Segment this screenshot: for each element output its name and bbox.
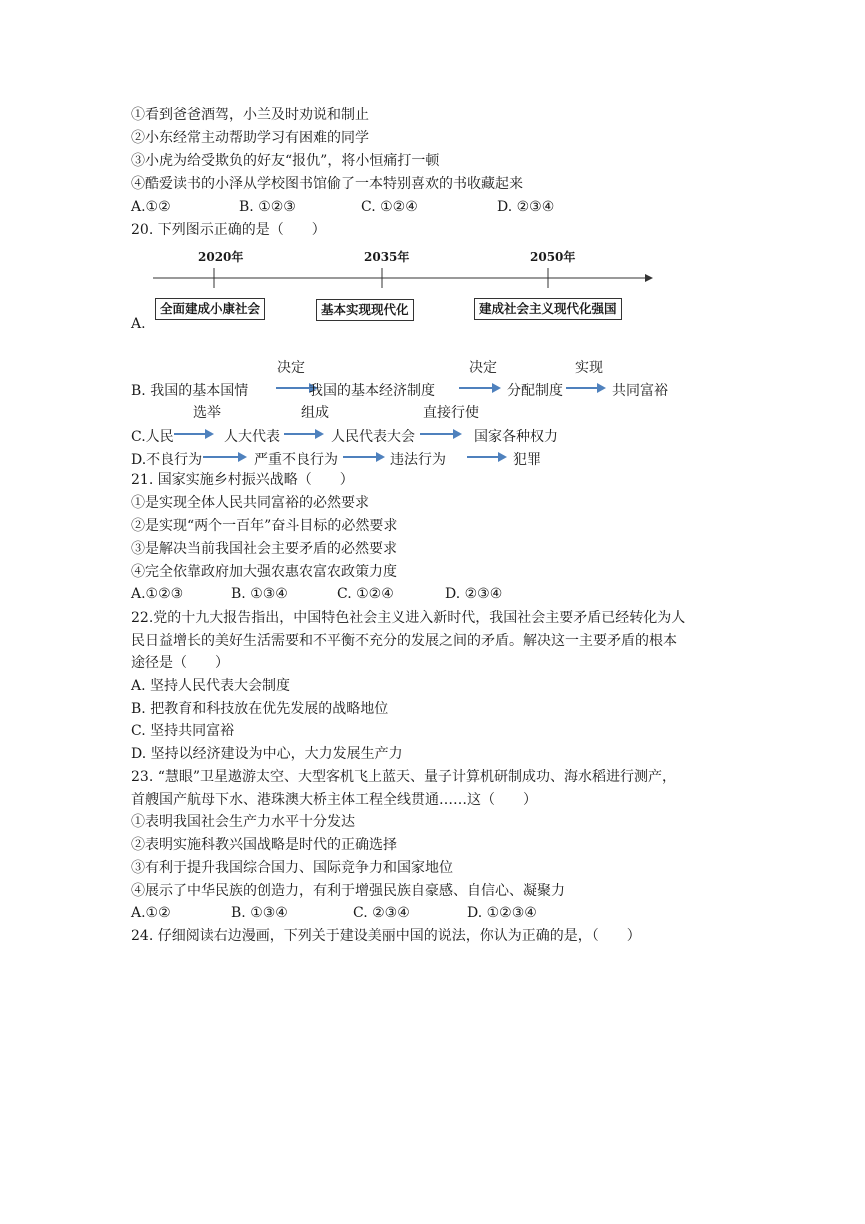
d-node-3: 违法行为 xyxy=(390,452,446,468)
b-arrow-2 xyxy=(459,383,501,393)
q23-stem-line-1: 23. “慧眼”卫星遨游太空、大型客机飞上蓝天、量子计算机研制成功、海水稻进行测产， xyxy=(131,769,677,785)
q21-item-2: ②是实现“两个一百年”奋斗目标的必然要求 xyxy=(131,518,398,534)
d-node-2: 严重不良行为 xyxy=(254,452,338,468)
q21-item-1: ①是实现全体人民共同富裕的必然要求 xyxy=(131,495,369,511)
c-arrow-3 xyxy=(420,429,462,439)
b-node-3: 分配制度 xyxy=(507,383,563,399)
q23-item-1: ①表明我国社会生产力水平十分发达 xyxy=(131,814,355,830)
timeline-year-2050: 2050年 xyxy=(530,250,576,264)
q21-item-3: ③是解决当前我国社会主要矛盾的必然要求 xyxy=(131,541,397,557)
q21-stem: 21. 国家实施乡村振兴战略（ ） xyxy=(131,472,354,488)
timeline-year-2020: 2020年 xyxy=(198,250,244,264)
q19-item-4: ④酷爱读书的小泽从学校图书馆偷了一本特别喜欢的书收藏起来 xyxy=(131,176,523,192)
c-arrow-label-3: 直接行使 xyxy=(423,405,479,421)
c-node-3: 人民代表大会 xyxy=(331,429,415,445)
d-node-1: D.不良行为 xyxy=(131,452,203,468)
d-arrow-3 xyxy=(467,452,507,462)
b-node-4: 共同富裕 xyxy=(612,383,668,399)
q20-option-a-label: A. xyxy=(131,316,146,332)
q22-stem-line-2: 民日益增长的美好生活需要和不平衡不充分的发展之间的矛盾。解决这一主要矛盾的根本 xyxy=(131,633,677,649)
c-arrow-2 xyxy=(284,429,324,439)
q23-option-c: C. ②③④ xyxy=(353,905,410,921)
b-arrow-3 xyxy=(566,383,606,393)
q19-option-a: A.①② xyxy=(131,199,171,215)
q23-item-4: ④展示了中华民族的创造力，有利于增强民族自豪感、自信心、凝聚力 xyxy=(131,883,565,899)
q22-option-d: D. 坚持以经济建设为中心，大力发展生产力 xyxy=(131,746,403,762)
b-node-1: B. 我国的基本国情 xyxy=(131,383,249,399)
q23-item-3: ③有利于提升我国综合国力、国际竞争力和国家地位 xyxy=(131,860,453,876)
q24-stem: 24. 仔细阅读右边漫画，下列关于建设美丽中国的说法，你认为正确的是，（ ） xyxy=(131,928,641,944)
timeline-goal-2: 基本实现现代化 xyxy=(316,299,414,321)
timeline-goal-3: 建成社会主义现代化强国 xyxy=(474,298,622,320)
q22-stem-line-3: 途径是（ ） xyxy=(131,655,229,671)
q21-option-b: B. ①③④ xyxy=(231,586,288,602)
timeline-goal-1: 全面建成小康社会 xyxy=(155,298,265,320)
q19-item-1: ①看到爸爸酒驾，小兰及时劝说和制止 xyxy=(131,107,369,123)
q19-option-d: D. ②③④ xyxy=(497,199,555,215)
c-arrow-label-1: 选举 xyxy=(193,405,221,421)
q21-option-a: A.①②③ xyxy=(131,586,184,602)
q19-option-b: B. ①②③ xyxy=(239,199,296,215)
q23-option-b: B. ①③④ xyxy=(231,905,288,921)
c-arrow-label-2: 组成 xyxy=(301,405,329,421)
b-arrow-label-3: 实现 xyxy=(575,360,603,376)
q20-stem: 20. 下列图示正确的是（ ） xyxy=(131,222,326,238)
q21-option-c: C. ①②④ xyxy=(337,586,394,602)
c-node-2: 人大代表 xyxy=(224,429,280,445)
q22-stem-line-1: 22.党的十九大报告指出，中国特色社会主义进入新时代，我国社会主要矛盾已经转化为人 xyxy=(131,610,686,626)
q19-item-2: ②小东经常主动帮助学习有困难的同学 xyxy=(131,130,369,146)
q21-option-d: D. ②③④ xyxy=(445,586,503,602)
c-node-1: C.人民 xyxy=(131,429,174,445)
timeline-year-2035: 2035年 xyxy=(364,250,410,264)
b-arrow-label-2: 决定 xyxy=(469,360,497,376)
b-arrow-label-1: 决定 xyxy=(277,360,305,376)
q22-option-a: A. 坚持人民代表大会制度 xyxy=(131,678,291,694)
c-node-4: 国家各种权力 xyxy=(474,429,558,445)
q23-option-a: A.①② xyxy=(131,905,171,921)
d-node-4: 犯罪 xyxy=(513,452,541,468)
q22-option-b: B. 把教育和科技放在优先发展的战略地位 xyxy=(131,701,389,717)
q19-item-3: ③小虎为给受欺负的好友“报仇”，将小恒痛打一顿 xyxy=(131,153,440,169)
q23-item-2: ②表明实施科教兴国战略是时代的正确选择 xyxy=(131,837,397,853)
c-arrow-1 xyxy=(174,429,214,439)
q21-item-4: ④完全依靠政府加大强农惠农富农政策力度 xyxy=(131,564,397,580)
d-arrow-1 xyxy=(203,452,247,462)
q19-option-c: C. ①②④ xyxy=(361,199,418,215)
q23-option-d: D. ①②③④ xyxy=(467,905,537,921)
timeline-arrowhead xyxy=(645,274,653,282)
q23-stem-line-2: 首艘国产航母下水、港珠澳大桥主体工程全线贯通……这（ ） xyxy=(131,792,537,808)
d-arrow-2 xyxy=(343,452,385,462)
b-node-2: 我国的基本经济制度 xyxy=(309,383,435,399)
q22-option-c: C. 坚持共同富裕 xyxy=(131,723,235,739)
